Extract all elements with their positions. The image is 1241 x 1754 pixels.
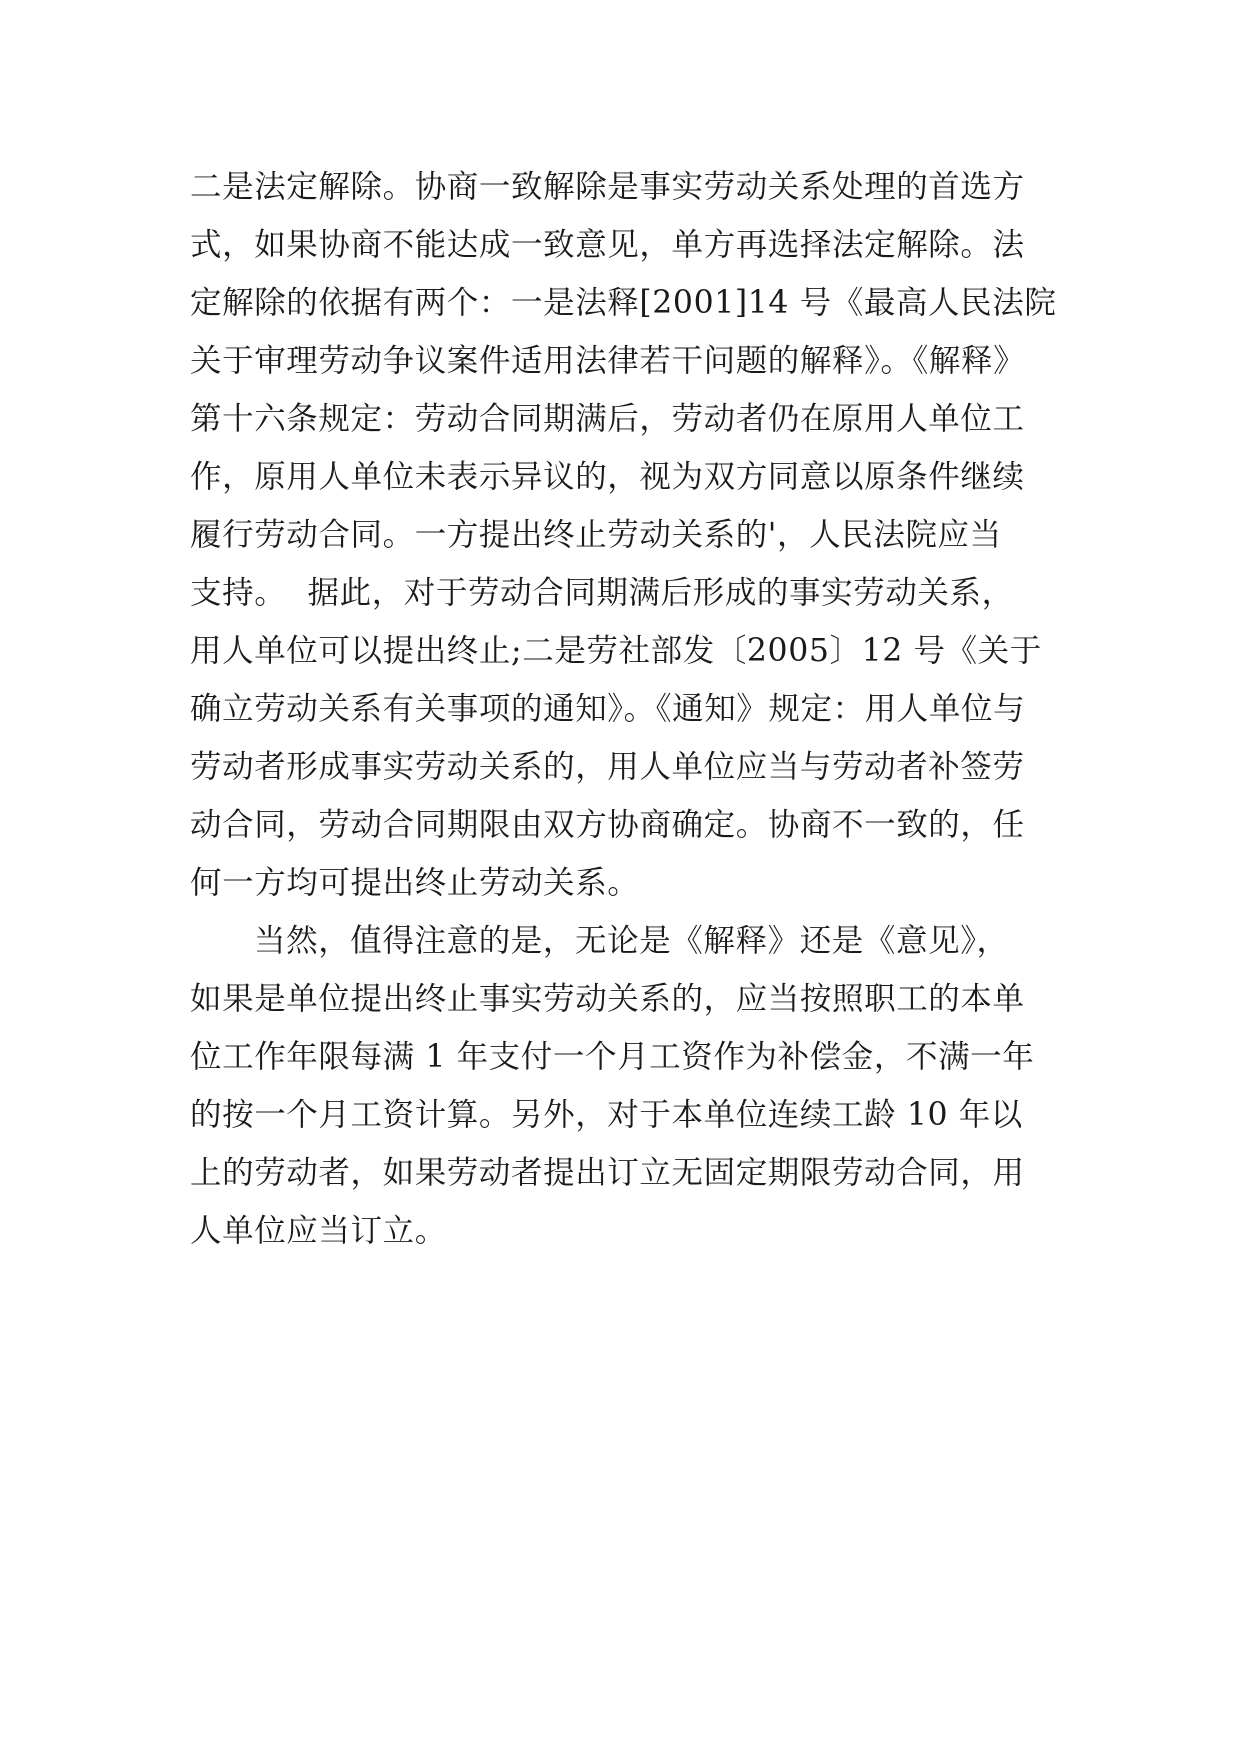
text-line: 何一方均可提出终止劳动关系。 [190,865,640,901]
text-line: 确立劳动关系有关事项的通知》。《通知》规定：用人单位与 [190,691,1026,727]
text-line: 位工作年限每满 1 年支付一个月工资作为补偿金，不满一年 [190,1039,1035,1075]
text-line: 第十六条规定：劳动合同期满后，劳动者仍在原用人单位工 [190,401,1025,437]
text-line: 当然，值得注意的是，无论是《解释》还是《意见》， [254,923,1009,959]
text-line: 人单位应当订立。 [190,1213,447,1249]
text-line: 二是法定解除。协商一致解除是事实劳动关系处理的首选方 [190,169,1025,205]
text-line: 定解除的依据有两个：一是法释[2001]14 号《最高人民法院 [190,285,1057,321]
text-line: 的按一个月工资计算。另外，对于本单位连续工龄 10 年以 [190,1097,1023,1133]
text-line: 劳动者形成事实劳动关系的，用人单位应当与劳动者补签劳 [190,749,1025,785]
text-line: 支持。 据此，对于劳动合同期满后形成的事实劳动关系， [190,575,1014,611]
text-line: 关于审理劳动争议案件适用法律若干问题的解释》。《解释》 [190,343,1026,379]
text-line: 作，原用人单位未表示异议的，视为双方同意以原条件继续 [190,459,1025,495]
text-line: 用人单位可以提出终止;二是劳社部发〔2005〕12 号《关于 [190,633,1042,669]
paragraph-2 [190,912,1070,1260]
text-line: 式，如果协商不能达成一致意见，单方再选择法定解除。法 [190,227,1025,263]
text-line: 动合同，劳动合同期限由双方协商确定。协商不一致的，任 [190,807,1025,843]
paragraph-1 [190,158,1070,912]
text-line: 如果是单位提出终止事实劳动关系的，应当按照职工的本单 [190,981,1025,1017]
text-line: 上的劳动者，如果劳动者提出订立无固定期限劳动合同，用 [190,1155,1025,1191]
document-body [190,158,1070,1260]
text-line: 履行劳动合同。一方提出终止劳动关系的'，人民法院应当 [190,517,1002,553]
